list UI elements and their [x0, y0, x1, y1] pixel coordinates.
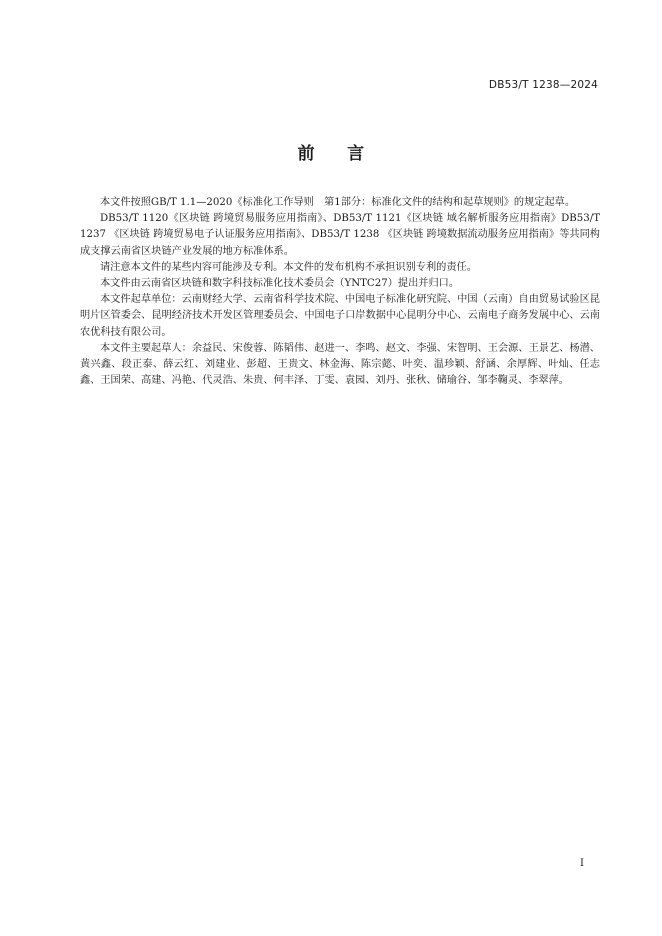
paragraph-drafters: 本文件主要起草人：余益民、宋俊蓉、陈韬伟、赵进一、李鸣、赵文、李强、宋智明、王会源、王景艺、杨潜、黄兴鑫、段正泰、薛云红、刘建业、彭超、王贵文、林金海、陈宗懿、叶奕、温珍颖、舒涵、余厚辉、叶灿、任志鑫、王国荣、高建、冯艳、代灵浩、朱贵、何丰泽、丁雯、袁园、刘丹、张秋、储瑜谷、邹李鞠灵、李翠萍。: [80, 342, 600, 387]
paragraph-drafting-units: 本文件起草单位：云南财经大学、云南省科学技术院、中国电子标准化研究院、中国（云南）自由贸易试验区昆明片区管委会、昆明经济技术开发区管理委员会、中国电子口岸数据中心昆明分中心、云南电子商务发展中心、云南农优科技有限公司。: [80, 294, 600, 338]
paragraph-patent-notice: 请注意本文件的某些内容可能涉及专利。本文件的发布机构不承担识别专利的责任。: [100, 261, 477, 273]
paragraph-proposer: 本文件由云南省区块链和数字科技标准化技术委员会（YNTC27）提出并归口。: [100, 278, 460, 290]
page-number: I: [580, 858, 584, 869]
document-code: DB53/T 1238—2024: [488, 79, 598, 91]
paragraph-standard-series: DB53/T 1120《区块链 跨境贸易服务应用指南》、DB53/T 1121《区块链 域名解析服务应用指南》DB53/T 1237 《区块链 跨境贸易电子认证服务应用指南》、DB53/T 1238 《区块链 跨境数据流动服务应用指南》等共同构成支撑云南省区块链产业发展的地方标准体系。: [80, 213, 600, 257]
paragraph-drafting-rules: 本文件按照GB/T 1.1—2020《标准化工作导则 第1部分：标准化文件的结构和起草规则》的规定起草。: [100, 197, 576, 208]
foreword-body: [80, 195, 600, 389]
page-title: 前 言: [297, 144, 365, 164]
